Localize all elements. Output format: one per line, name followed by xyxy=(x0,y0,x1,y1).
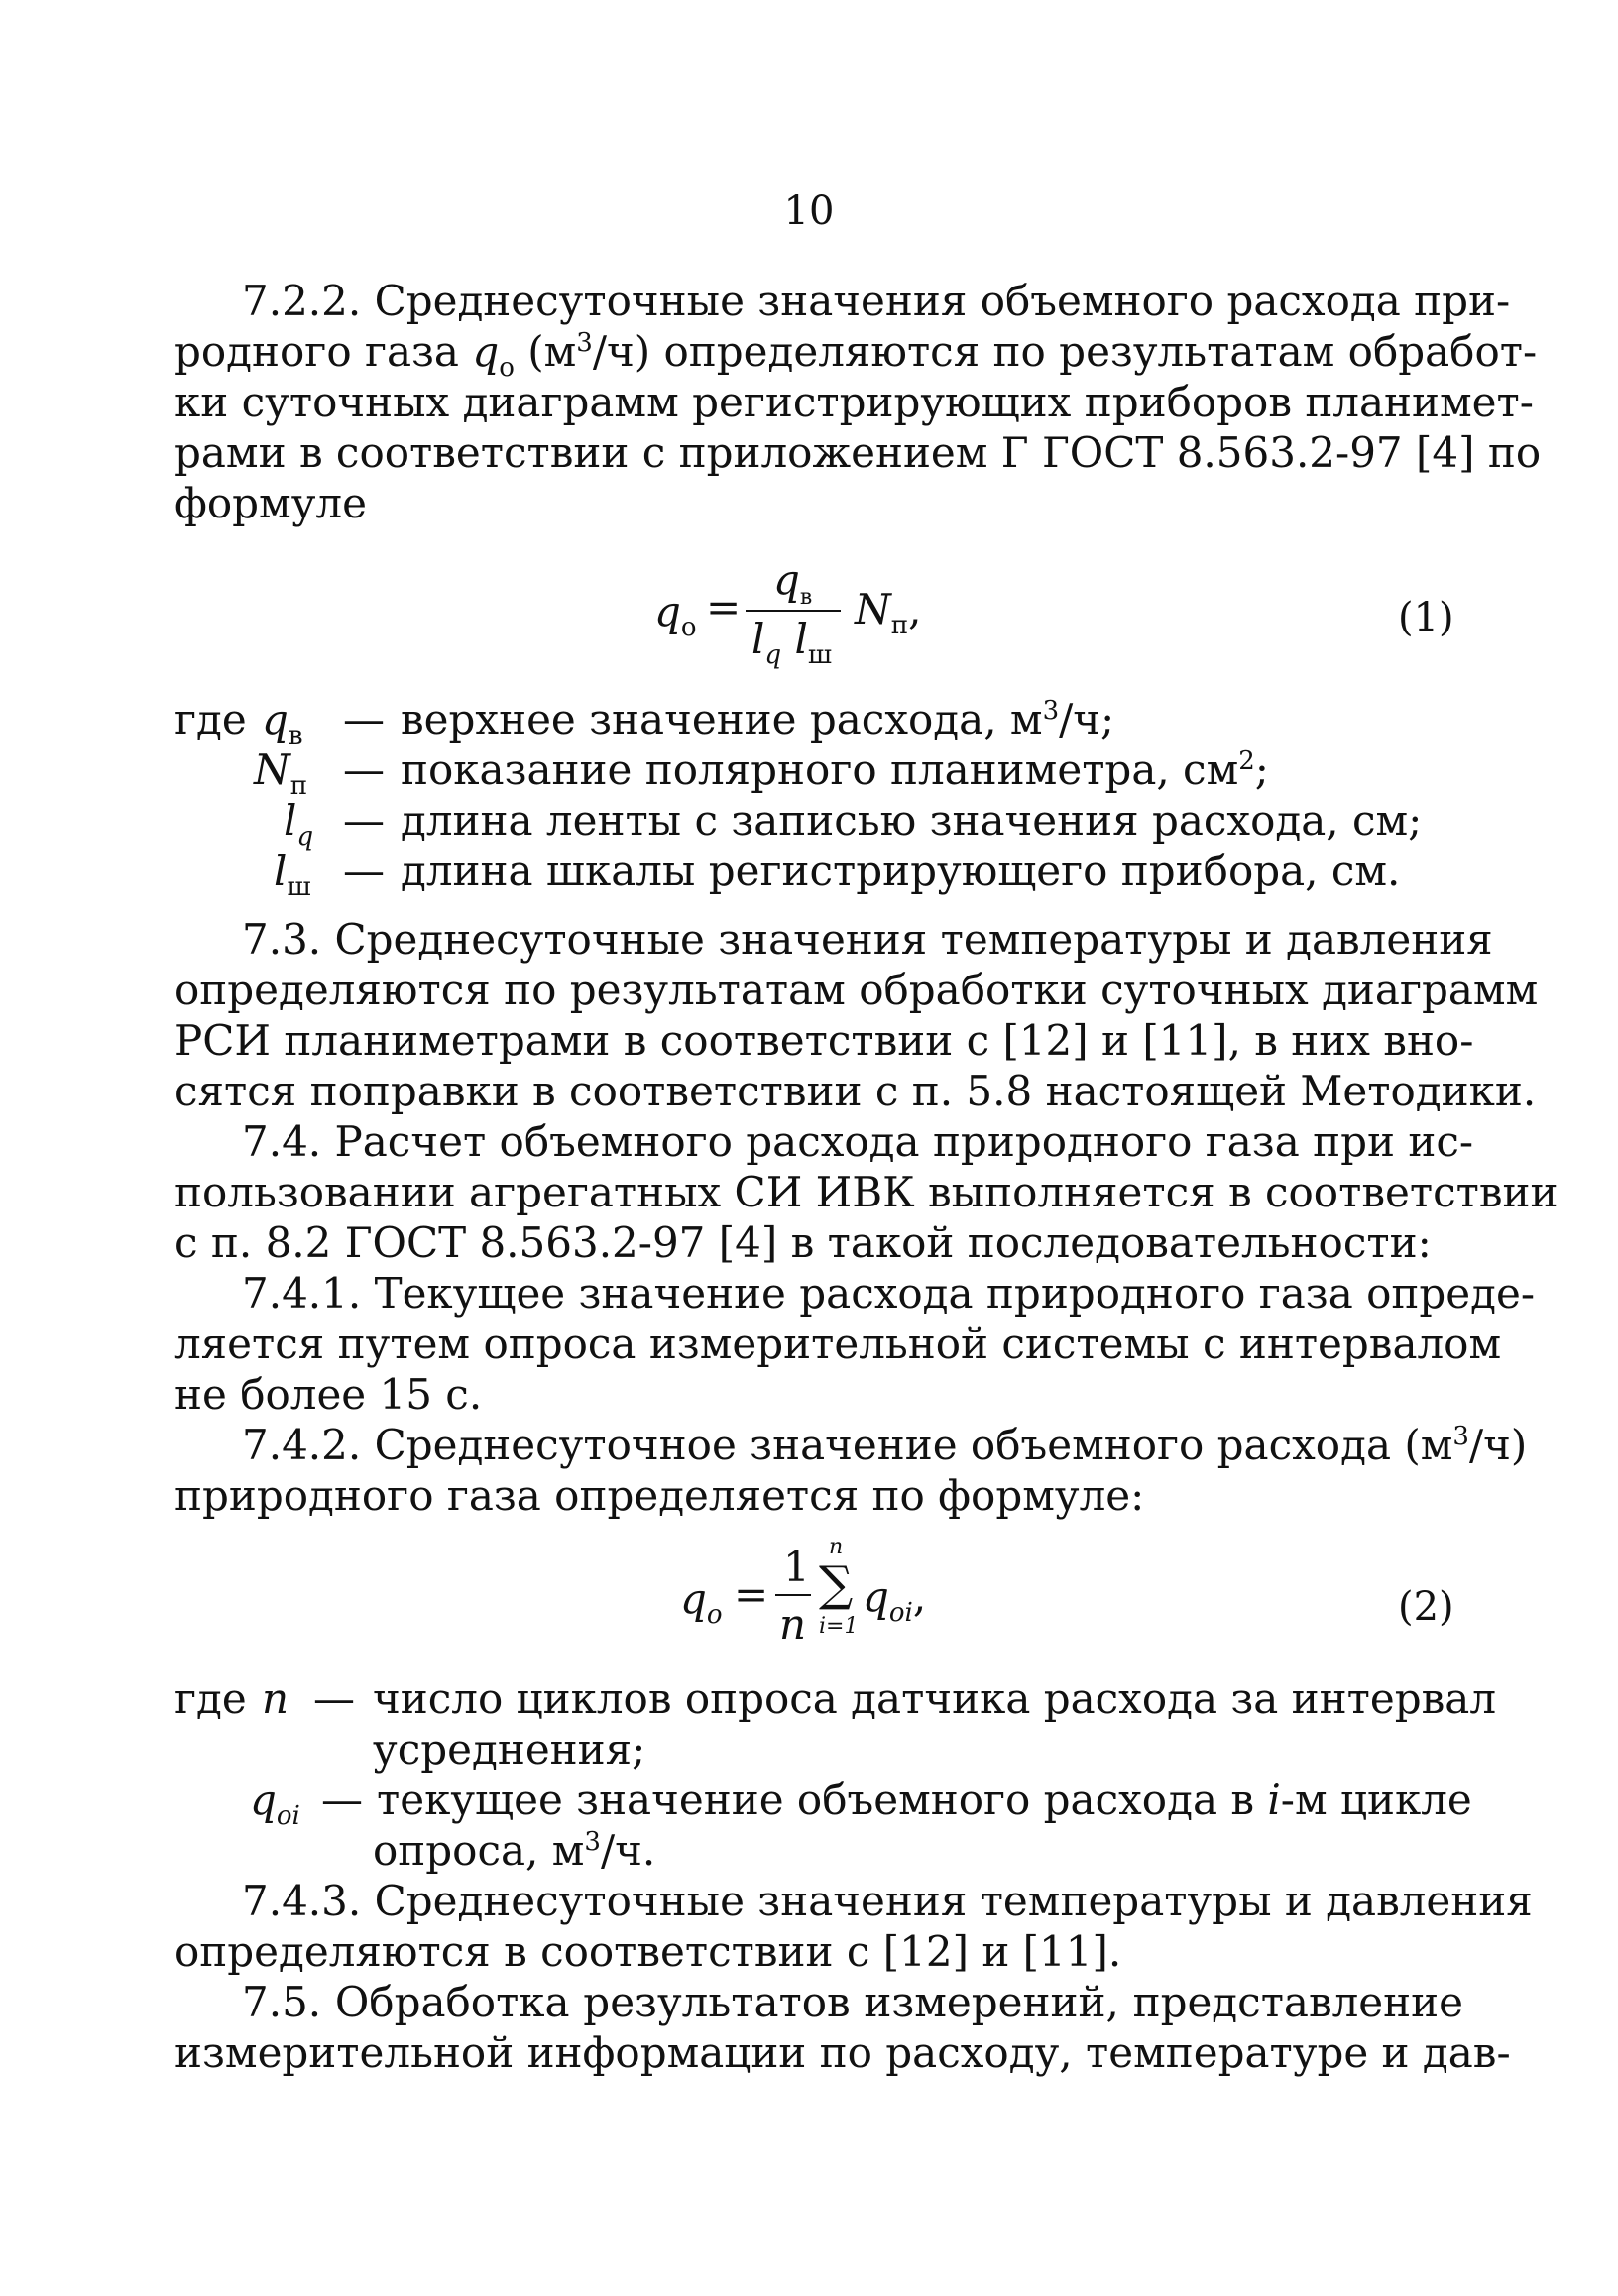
where-description: длина шкалы регистрирующего прибора, см. xyxy=(401,847,1401,895)
subscript: о xyxy=(499,353,515,383)
paragraph-7-3 xyxy=(174,914,1539,1116)
where-symbol xyxy=(254,745,308,801)
page-number: 10 xyxy=(783,188,835,234)
subscript: o xyxy=(706,1600,723,1630)
formula-symbol: q xyxy=(262,695,289,744)
formula-multiplier xyxy=(855,585,922,640)
superscript: 3 xyxy=(1452,1422,1469,1451)
where-description: усреднения; xyxy=(373,1725,646,1774)
fraction-numerator: 1 xyxy=(783,1543,810,1591)
dash: — xyxy=(343,796,385,845)
where-symbol: n xyxy=(262,1674,289,1723)
where-label: где xyxy=(174,695,247,744)
text-span: 7.4.2. Среднесуточное значение объемного расхода (м xyxy=(242,1421,1453,1469)
formula-symbol: N xyxy=(254,746,290,794)
where-list-2 xyxy=(174,1673,1497,1882)
formula-number: (2) xyxy=(1398,1584,1454,1630)
where-description xyxy=(377,1775,1472,1825)
paragraph-7-4-1 xyxy=(174,1268,1536,1420)
dash: — xyxy=(343,695,385,744)
subscript: ш xyxy=(287,872,311,902)
text-line: РСИ планиметрами в соответствии с [12] и [11], в них вно- xyxy=(174,1016,1474,1065)
where-symbol xyxy=(284,795,314,852)
where-symbol xyxy=(274,846,311,902)
text-span: (м xyxy=(514,327,577,376)
where-description xyxy=(373,1825,655,1876)
subscript: в xyxy=(288,721,303,750)
symbol-q: q xyxy=(472,327,500,376)
text-span: ; xyxy=(1254,746,1269,794)
text-span: /ч) xyxy=(1468,1421,1528,1469)
text-span: опроса, м xyxy=(373,1826,585,1875)
text-line xyxy=(174,1420,1528,1470)
text-span: -м цикле xyxy=(1280,1776,1472,1824)
sum-upper-limit: n xyxy=(829,1535,844,1559)
where-description xyxy=(401,694,1114,745)
subscript: ш xyxy=(807,640,833,670)
where-description: число циклов опроса датчика расхода за интервал xyxy=(373,1674,1497,1723)
paragraph-7-5 xyxy=(174,1977,1511,2078)
text-line: рами в соответствии с приложением Г ГОСТ 8.563.2-97 [4] по xyxy=(174,428,1542,477)
subscript: oi xyxy=(276,1801,300,1831)
formula-number: (1) xyxy=(1398,595,1454,640)
punctuation: , xyxy=(912,1572,927,1621)
superscript: 3 xyxy=(584,1827,601,1857)
formula-symbol: l xyxy=(274,847,288,895)
text-line: с п. 8.2 ГОСТ 8.563.2-97 [4] в такой последовательности: xyxy=(174,1218,1432,1267)
fraction-bar xyxy=(775,1594,811,1596)
dash: — xyxy=(321,1776,363,1824)
text-line xyxy=(174,326,1538,383)
subscript: в xyxy=(799,585,813,610)
formula-denominator xyxy=(751,615,833,670)
equals-sign: = xyxy=(734,1570,769,1619)
subscript: q xyxy=(764,640,782,670)
subscript: п xyxy=(289,771,308,801)
formula-symbol: l xyxy=(284,796,297,845)
dash: — xyxy=(343,847,385,895)
paragraph-7-4-3 xyxy=(174,1876,1533,1977)
text-span: показание полярного планиметра, см xyxy=(401,746,1239,794)
superscript: 3 xyxy=(1042,696,1060,726)
formula-symbol: N xyxy=(855,585,891,633)
formula-numerator xyxy=(773,555,813,610)
formula-lhs xyxy=(680,1574,723,1630)
paragraph-7-4 xyxy=(174,1116,1559,1268)
text-line: определяются по результатам обработки суточных диаграмм xyxy=(174,966,1539,1014)
text-span: /ч; xyxy=(1059,695,1115,744)
text-line: определяются в соответствии с [12] и [11]. xyxy=(174,1927,1122,1976)
superscript: 3 xyxy=(576,328,593,358)
formula-symbol: q xyxy=(680,1574,707,1623)
summation-sign: ∑ xyxy=(819,1556,854,1612)
text-line: 7.2.2. Среднесуточные значения объемного расхода при- xyxy=(242,277,1511,325)
fraction-bar xyxy=(746,610,841,612)
where-symbol xyxy=(262,694,303,750)
formula-symbol: q xyxy=(250,1776,277,1824)
text-line: пользовании агрегатных СИ ИВК выполняется в соответствии xyxy=(174,1168,1559,1216)
text-line: природного газа определяется по формуле: xyxy=(174,1471,1145,1520)
paragraph-7-2-2 xyxy=(174,276,1542,528)
subscript: oi xyxy=(888,1598,913,1628)
equals-sign: = xyxy=(706,583,742,631)
subscript: q xyxy=(296,822,314,852)
text-line: формуле xyxy=(174,479,367,527)
text-line: 7.3. Среднесуточные значения температуры и давления xyxy=(242,915,1493,964)
text-line: 7.4.1. Текущее значение расхода природного газа опреде- xyxy=(242,1269,1536,1318)
where-symbol xyxy=(250,1775,300,1831)
formula-lhs xyxy=(654,587,697,642)
text-line: 7.4. Расчет объемного расхода природного газа при ис- xyxy=(242,1117,1474,1166)
text-line: не более 15 с. xyxy=(174,1370,483,1419)
where-list-1 xyxy=(174,694,1463,902)
formula-symbol: q xyxy=(863,1572,889,1621)
sum-lower-limit: i=1 xyxy=(819,1614,859,1639)
text-span: верхнее значение расхода, м xyxy=(401,695,1043,744)
where-label: где xyxy=(174,1674,247,1723)
text-span: текущее значение объемного расхода в xyxy=(377,1776,1268,1824)
superscript: 2 xyxy=(1238,746,1255,776)
formula-symbol: l xyxy=(751,615,765,663)
punctuation: , xyxy=(908,585,922,633)
text-line: 7.4.3. Среднесуточные значения температуры и давления xyxy=(242,1877,1533,1925)
text-line: ки суточных диаграмм регистрирующих приборов планимет- xyxy=(174,378,1534,426)
formula-symbol: l xyxy=(794,615,808,663)
dash: — xyxy=(313,1674,355,1723)
text-span: /ч. xyxy=(600,1826,656,1875)
where-description xyxy=(401,745,1269,795)
subscript: о xyxy=(680,613,697,642)
paragraph-7-4-2 xyxy=(174,1420,1528,1521)
text-span: /ч) определяются по результатам обработ- xyxy=(592,327,1538,376)
text-line: измерительной информации по расходу, температуре и дав- xyxy=(174,2028,1511,2077)
subscript: п xyxy=(890,611,909,640)
formula-symbol: q xyxy=(773,555,800,604)
where-description: длина ленты с записью значения расхода, см; xyxy=(401,796,1423,845)
text-line: ляется путем опроса измерительной системы с интервалом xyxy=(174,1320,1502,1368)
dash: — xyxy=(343,746,385,794)
text-line: 7.5. Обработка результатов измерений, представление xyxy=(242,1978,1463,2026)
text-span: родного газа xyxy=(174,327,459,376)
formula-symbol: q xyxy=(654,587,681,635)
fraction-denominator: n xyxy=(779,1600,807,1649)
formula-term xyxy=(863,1572,927,1628)
text-line: сятся поправки в соответствии с п. 5.8 настоящей Методики. xyxy=(174,1067,1537,1115)
symbol-i: i xyxy=(1267,1776,1281,1824)
